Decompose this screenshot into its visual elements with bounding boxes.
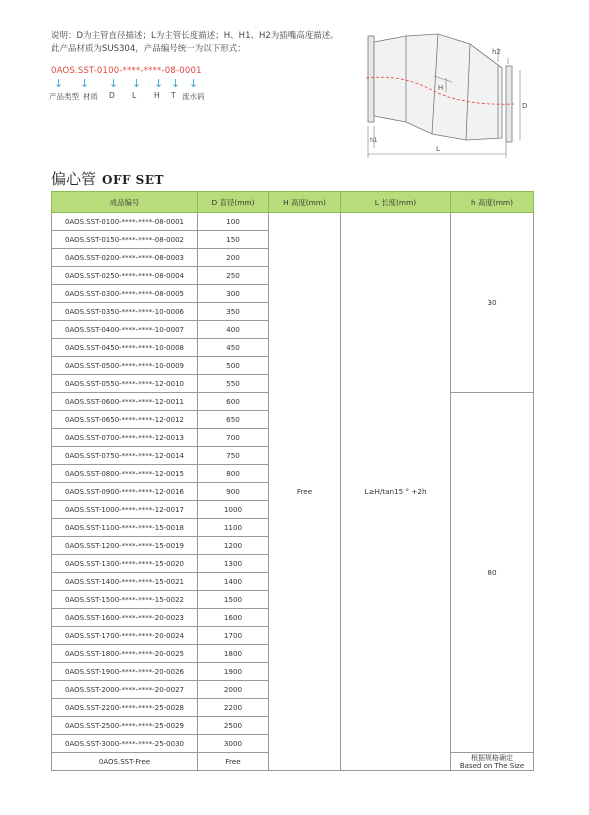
section-title-en: OFF SET — [102, 173, 164, 187]
cell-code: 0AOS.SST-0900-****-****-12-0016 — [52, 483, 198, 501]
cell-diameter: 100 — [198, 213, 269, 231]
label-h2: h2 — [492, 48, 501, 56]
cell-code: 0AOS.SST-0600-****-****-12-0011 — [52, 393, 198, 411]
segment-label: D — [109, 91, 115, 100]
cell-diameter: Free — [198, 753, 269, 771]
cell-diameter: 1900 — [198, 663, 269, 681]
cell-diameter: 250 — [198, 267, 269, 285]
cell-diameter: 700 — [198, 429, 269, 447]
cell-diameter: 150 — [198, 231, 269, 249]
header-diameter: D 直径(mm) — [198, 192, 269, 213]
cell-small-height-last — [451, 753, 534, 771]
cell-diameter: 550 — [198, 375, 269, 393]
cell-diameter: 1000 — [198, 501, 269, 519]
cell-small-height-group2: 80 — [451, 393, 534, 753]
cell-code: 0AOS.SST-0550-****-****-12-0010 — [52, 375, 198, 393]
code-arrows — [51, 78, 251, 92]
header-height: H 高度(mm) — [269, 192, 341, 213]
cell-diameter: 1100 — [198, 519, 269, 537]
cell-code: 0AOS.SST-1100-****-****-15-0018 — [52, 519, 198, 537]
cell-code: 0AOS.SST-1200-****-****-15-0019 — [52, 537, 198, 555]
table-row — [52, 213, 534, 231]
cell-code: 0AOS.SST-0200-****-****-08-0003 — [52, 249, 198, 267]
cell-diameter: 1300 — [198, 555, 269, 573]
header-code: 成品编号 — [52, 192, 198, 213]
cell-height-merged: Free — [269, 213, 341, 771]
cell-code: 0AOS.SST-0750-****-****-12-0014 — [52, 447, 198, 465]
arrow-down-icon: ↓ — [171, 77, 181, 90]
cell-diameter: 1800 — [198, 645, 269, 663]
cell-code: 0AOS.SST-0300-****-****-08-0005 — [52, 285, 198, 303]
cell-diameter: 900 — [198, 483, 269, 501]
segment-label: 流水码 — [182, 92, 205, 101]
cell-code: 0AOS.SST-0100-****-****-08-0001 — [52, 213, 198, 231]
cell-length-merged: L≥H/tan15 ° +2h — [341, 213, 451, 771]
cell-diameter: 1200 — [198, 537, 269, 555]
offset-pipe-drawing — [362, 30, 532, 165]
section-title — [51, 168, 164, 189]
cell-diameter: 3000 — [198, 735, 269, 753]
header-small-height: h 高度(mm) — [451, 192, 534, 213]
offset-pipe-diagram — [362, 30, 532, 165]
cell-code: 0AOS.SST-0350-****-****-10-0006 — [52, 303, 198, 321]
description — [51, 30, 339, 56]
cell-code: 0AOS.SST-0500-****-****-10-0009 — [52, 357, 198, 375]
cell-code: 0AOS.SST-0650-****-****-12-0012 — [52, 411, 198, 429]
cell-code: 0AOS.SST-0700-****-****-12-0013 — [52, 429, 198, 447]
cell-small-height-last-cn: 根据规格确定 — [471, 754, 513, 762]
cell-code: 0AOS.SST-0450-****-****-10-0008 — [52, 339, 198, 357]
label-L: L — [436, 145, 440, 153]
arrow-down-icon: ↓ — [109, 77, 119, 90]
cell-diameter: 2000 — [198, 681, 269, 699]
arrow-down-icon: ↓ — [189, 77, 199, 90]
cell-code: 0AOS.SST-2000-****-****-20-0027 — [52, 681, 198, 699]
cell-code: 0AOS.SST-1300-****-****-15-0020 — [52, 555, 198, 573]
cell-diameter: 200 — [198, 249, 269, 267]
description-line-2: 此产品材质为SUS304，产品编号统一为以下形式： — [51, 44, 246, 54]
segment-label: 材质 — [83, 92, 98, 101]
cell-code: 0AOS.SST-1500-****-****-15-0022 — [52, 591, 198, 609]
cell-diameter: 1400 — [198, 573, 269, 591]
arrow-down-icon: ↓ — [154, 77, 164, 90]
cell-small-height-group1: 30 — [451, 213, 534, 393]
cell-diameter: 650 — [198, 411, 269, 429]
cell-code: 0AOS.SST-1800-****-****-20-0025 — [52, 645, 198, 663]
cell-code: 0AOS.SST-2200-****-****-25-0028 — [52, 699, 198, 717]
header-length: L 长度(mm) — [341, 192, 451, 213]
spec-table — [51, 191, 534, 771]
cell-code: 0AOS.SST-1000-****-****-12-0017 — [52, 501, 198, 519]
arrow-down-icon: ↓ — [54, 77, 64, 90]
cell-code: 0AOS.SST-0800-****-****-12-0015 — [52, 465, 198, 483]
code-format: 0AOS.SST-0100-****-****-08-0001 — [51, 66, 202, 76]
cell-code: 0AOS.SST-0400-****-****-10-0007 — [52, 321, 198, 339]
cell-code: 0AOS.SST-3000-****-****-25-0030 — [52, 735, 198, 753]
cell-code: 0AOS.SST-2500-****-****-25-0029 — [52, 717, 198, 735]
cell-diameter: 350 — [198, 303, 269, 321]
cell-code: 0AOS.SST-0150-****-****-08-0002 — [52, 231, 198, 249]
description-line-1: 说明：D为主管直径描述；L为主管长度描述；H、H1、H2为插嘴高度描述。 — [51, 31, 339, 41]
cell-diameter: 400 — [198, 321, 269, 339]
cell-code: 0AOS.SST-0250-****-****-08-0004 — [52, 267, 198, 285]
cell-code: 0AOS.SST-Free — [52, 753, 198, 771]
label-h1: h1 — [370, 137, 378, 144]
segment-label: T — [171, 91, 176, 100]
cell-diameter: 600 — [198, 393, 269, 411]
cell-diameter: 2200 — [198, 699, 269, 717]
cell-diameter: 300 — [198, 285, 269, 303]
segment-label: H — [154, 91, 160, 100]
cell-diameter: 800 — [198, 465, 269, 483]
cell-diameter: 2500 — [198, 717, 269, 735]
table-header-row — [52, 192, 534, 213]
segment-label: 产品类型 — [49, 92, 79, 101]
section-title-cn: 偏心管 — [51, 170, 97, 188]
cell-small-height-last-en: Based on The Size — [459, 762, 525, 770]
cell-code: 0AOS.SST-1900-****-****-20-0026 — [52, 663, 198, 681]
cell-diameter: 1500 — [198, 591, 269, 609]
cell-code: 0AOS.SST-1600-****-****-20-0023 — [52, 609, 198, 627]
cell-diameter: 750 — [198, 447, 269, 465]
arrow-down-icon: ↓ — [80, 77, 90, 90]
cell-diameter: 1600 — [198, 609, 269, 627]
label-H: H — [438, 84, 444, 92]
cell-diameter: 1700 — [198, 627, 269, 645]
label-D: D — [522, 102, 528, 110]
cell-diameter: 500 — [198, 357, 269, 375]
arrow-down-icon: ↓ — [132, 77, 142, 90]
cell-code: 0AOS.SST-1400-****-****-15-0021 — [52, 573, 198, 591]
segment-label: L — [132, 91, 137, 100]
cell-diameter: 450 — [198, 339, 269, 357]
cell-code: 0AOS.SST-1700-****-****-20-0024 — [52, 627, 198, 645]
